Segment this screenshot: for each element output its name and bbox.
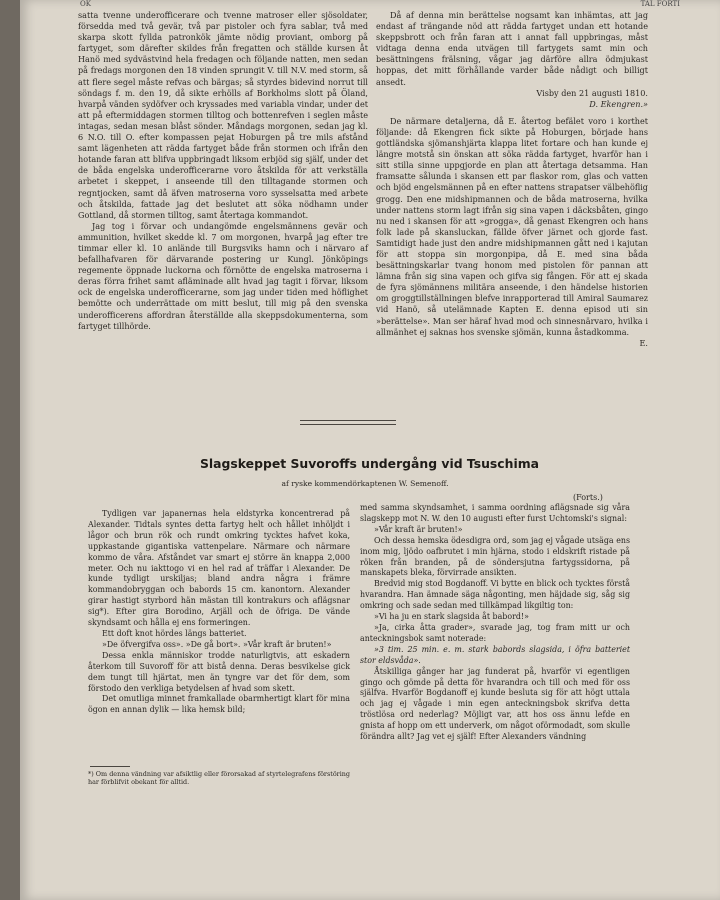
header-left: OK xyxy=(80,0,91,8)
article-title: Slagskeppet Suvoroffs undergång vid Tsuschima xyxy=(200,456,539,471)
continued-note: (Forts.) xyxy=(573,493,603,502)
paragraph: »3 tim. 25 min. e. m. stark babords slagsida, i öfra batteriet stor eldsvåda». xyxy=(360,644,630,665)
paragraph: »Ja, cirka åtta grader», svarade jag, tog fram mitt ur och anteckningsbok samt noterade: xyxy=(360,622,630,643)
bottom-right-column xyxy=(360,503,630,793)
signature-place: Visby den 21 augusti 1810. xyxy=(536,87,648,98)
page-header xyxy=(80,0,680,8)
paragraph: Dessa enkla människor trodde naturligtvis, att eskadern återkom till Suvoroff för att bistå denna. Deras besvikelse gick dem tungt till hjärtat, men än tyngre var det för dem, som förstodo den verkliga betydelsen af hvad som skett. xyxy=(88,650,350,693)
paragraph: satta tvenne underofficerare och tvenne matroser eller sjösoldater, försedda med två gevär, två par pistoler och fyra sablar, två med skarpa skott fyllda patronkök jämte nödig proviant, omborg på fartyget, som därefter skildes från fregatten och ställde kursen åt Hanö med sydvästvind hela fredagen och följande natten, men sedan på fredags morgonen den 18 vinden sprungit V. till N.V. med storm, så att flere segel måste refvas och bärgas; så styrdes bidevind norrut till söndags f. m. den 19, då sikte erhölls af Borkholms slott på Öland, hvarpå vänden sydöfver och kryssades med variabla vindar, under det att på eftermiddagen stormen tilltog och bottenrefven i seglen måste intagas, sedan mesan blåst sönder. Måndags morgonen, sedan jag kl. 6 N.O. till O. efter kompassen pejat Hoburgen på tre mils afstånd samt lägenheten att rädda fartyget både från stormen och ifrån den hotande faran att blifva uppbringadt liksom erbjöd sig själf, under det de båda engelska underofficerarne voro åtskilda för att verkställa arbetet i skeppet, i anseende till den tilltagande stormen och regntjocken, samt då äfven matroserna voro sysselsatta med arbete och åtskilda, fattade jag det beslutet att söka nödhamn under Gottland, då stormen tilltog, samt återtaga kommandot. xyxy=(78,10,368,220)
footnote-rule xyxy=(90,766,130,767)
paragraph: Och dessa hemska ödesdigra ord, som jag ej vågade utsäga ens inom mig, ljödo oafbrutet i min hjärna, stodo i eldskrift ristade på röken från branden, på de söndersjutna fartygssidorna, på manskapets bleka, förvirrade ansikten. xyxy=(360,535,630,578)
paragraph: Jag tog i förvar och undangömde engelsmännens gevär och ammunition, hvilket skedde kl. 7 om morgonen, hvarpå jag efter tre timmar eller kl. 10 anlände till Burgsviks hamn och i närvaro af befallhafvaren för därvarande postering ur Kungl. Jönköpings regemente öppnade luckorna och förnötte de engelska matroserna i deras förra frihet samt afläminade allt hvad jag tagit i förvar, liksom ock de engelska underofficerarne, som jag under tiden med höflighet bemötte och underrättade om mitt beslut, till mig på den svenska underofficerens affordran återställde alla skeppsdokumenterna, som fartyget tillhörde. xyxy=(78,220,368,331)
paragraph: De närmare detaljerna, då E. återtog befälet voro i korthet följande: då Ekengren fick sikte på Hoburgen, började hans gottländska sjömanshjärta klappa litet fortare och han kunde ej längre motstå sin önskan att söka rädda fartyget, hvarför han i sitt stilla sinne uppgjorde en plan att återtaga detsamma. Han framsatte sålunda i skansen ett par flaskor rom, glas och vatten och bjöd engelsmännen på en efter nattens strapatser välbehöflig grogg. Den ene midshipmannen och de båda matroserna, hvilka under nattens storm lagt ifrån sig sina vapen i däcksbåten, gingo nu ned i skansen för att »grogga», då genast Ekengren och hans folk lade på skansluckan, fällde öfver järnet och gjorde fast. Samtidigt hade just den andre midshipmannen gått ned i kajutan för att stoppa sin morgonpipa, då E. med sina båda besättningskarlar tvang honom med pistolen för pannan att lämna från sig sina vapen och gifva sig fången. För att ej skada de fyra sjömännens militära anseende, i den händelse historien om groggtillställningen blefve inrapporterad till Amiral Saumarez vid Hanö, så utelämnade Kapten E. denna episod uti sin »berättelse». Man ser häraf hvad mod och sinnesnärvaro, hvilka i allmänhet ej saknas hos svenske sjömän, kunna åstadkomma. xyxy=(376,115,648,337)
signature-name: D. Ekengren.» xyxy=(589,98,648,109)
paragraph: Då af denna min berättelse nogsamt kan inhämtas, att jag endast af trängande nöd att rädda fartyget undan ett hotande skeppsbrott och från faran att i annat fall uppbringas, måst vidtaga denna enda utvägen till fartygets samt min och besättningens frälsning, vågar jag därföre allra ödmjukast hoppas, det mitt förhållande varder både nådigt och billigt ansedt. xyxy=(376,10,648,87)
section-divider xyxy=(300,420,396,425)
header-right: TAL FÖRTI xyxy=(640,0,680,8)
paragraph: »Vår kraft är bruten!» xyxy=(374,524,463,534)
paragraph: Ett doft knot hördes längs batteriet. xyxy=(102,628,247,638)
paragraph: med samma skyndsamhet, i samma oordning aflägsnade sig våra slagskepp mot N. W. den 10 augusti efter furst Uchtomski's signal: xyxy=(360,503,630,523)
bottom-left-column xyxy=(88,509,350,749)
paragraph: Bredvid mig stod Bogdanoff. Vi bytte en blick och tycktes förstå hvarandra. Han ämnade säga någonting, men häjdade sig, såg sig omkring och sade sedan med tillkämpad likgiltig ton: xyxy=(360,579,630,611)
book-gutter xyxy=(0,0,20,900)
paragraph: »Vi ha ju en stark slagsida åt babord!» xyxy=(374,612,529,622)
paragraph: »De öfvergifva oss». »De gå bort». »Vår kraft är bruten!» xyxy=(102,639,332,649)
paragraph: Det omutliga minnet framkallade obarmhertigt klart för mina ögon en annan dylik — lika hemsk bild; xyxy=(88,694,350,715)
article-subtitle: af ryske kommendörkaptenen W. Semenoff. xyxy=(281,479,449,488)
top-right-column xyxy=(376,10,648,390)
top-left-column xyxy=(78,10,368,396)
paragraph: Åtskilliga gånger har jag funderat på, hvarför vi egentligen gingo och gömde på detta för hvarandra och till och med för oss själfva. Hvarför Bogdanoff ej kunde besluta sig för att högt uttala och jag ej vågade i min egen anteckningsbok skrifva detta tröstlösa ord nederlag? Möjligt var, att hos oss ännu lefde en gnista af hopp om ett underverk, om något oförmodadt, som skulle förändra allt? Jag vet ej själf! Efter Alexanders vändning xyxy=(360,666,630,742)
paragraph-signature: E. xyxy=(639,337,648,348)
footnote: *) Om denna vändning var afsiktlig eller förorsakad af styrtelegrafens förstöring har förblifvit obekant för alltid. xyxy=(88,770,350,787)
paragraph: Tydligen var japanernas hela eldstyrka koncentrerad på Alexander. Tidtals syntes detta fartyg helt och hållet inhöljdt i lågor och brun rök och rundt omkring tycktes hafvet koka, uppkastande gigantiska vattenpelare. Närmare och närmare kommo de våra. Afståndet var smart ej större än knappa 2,000 meter. Och nu iakttogo vi en hel rad af träffar i Alexander. De kunde tydligt urskiljas; bland andra några i främre kommandobryggan och babords 15 cm. kanontorn. Alexander girar hastigt styrbord hän mästan till kontrakurs och aflägsnar sig*). Efter gira Borodino, Arjäll och de öfriga. De vände skyndsamt och hålla ej ens formeringen. xyxy=(88,509,350,628)
